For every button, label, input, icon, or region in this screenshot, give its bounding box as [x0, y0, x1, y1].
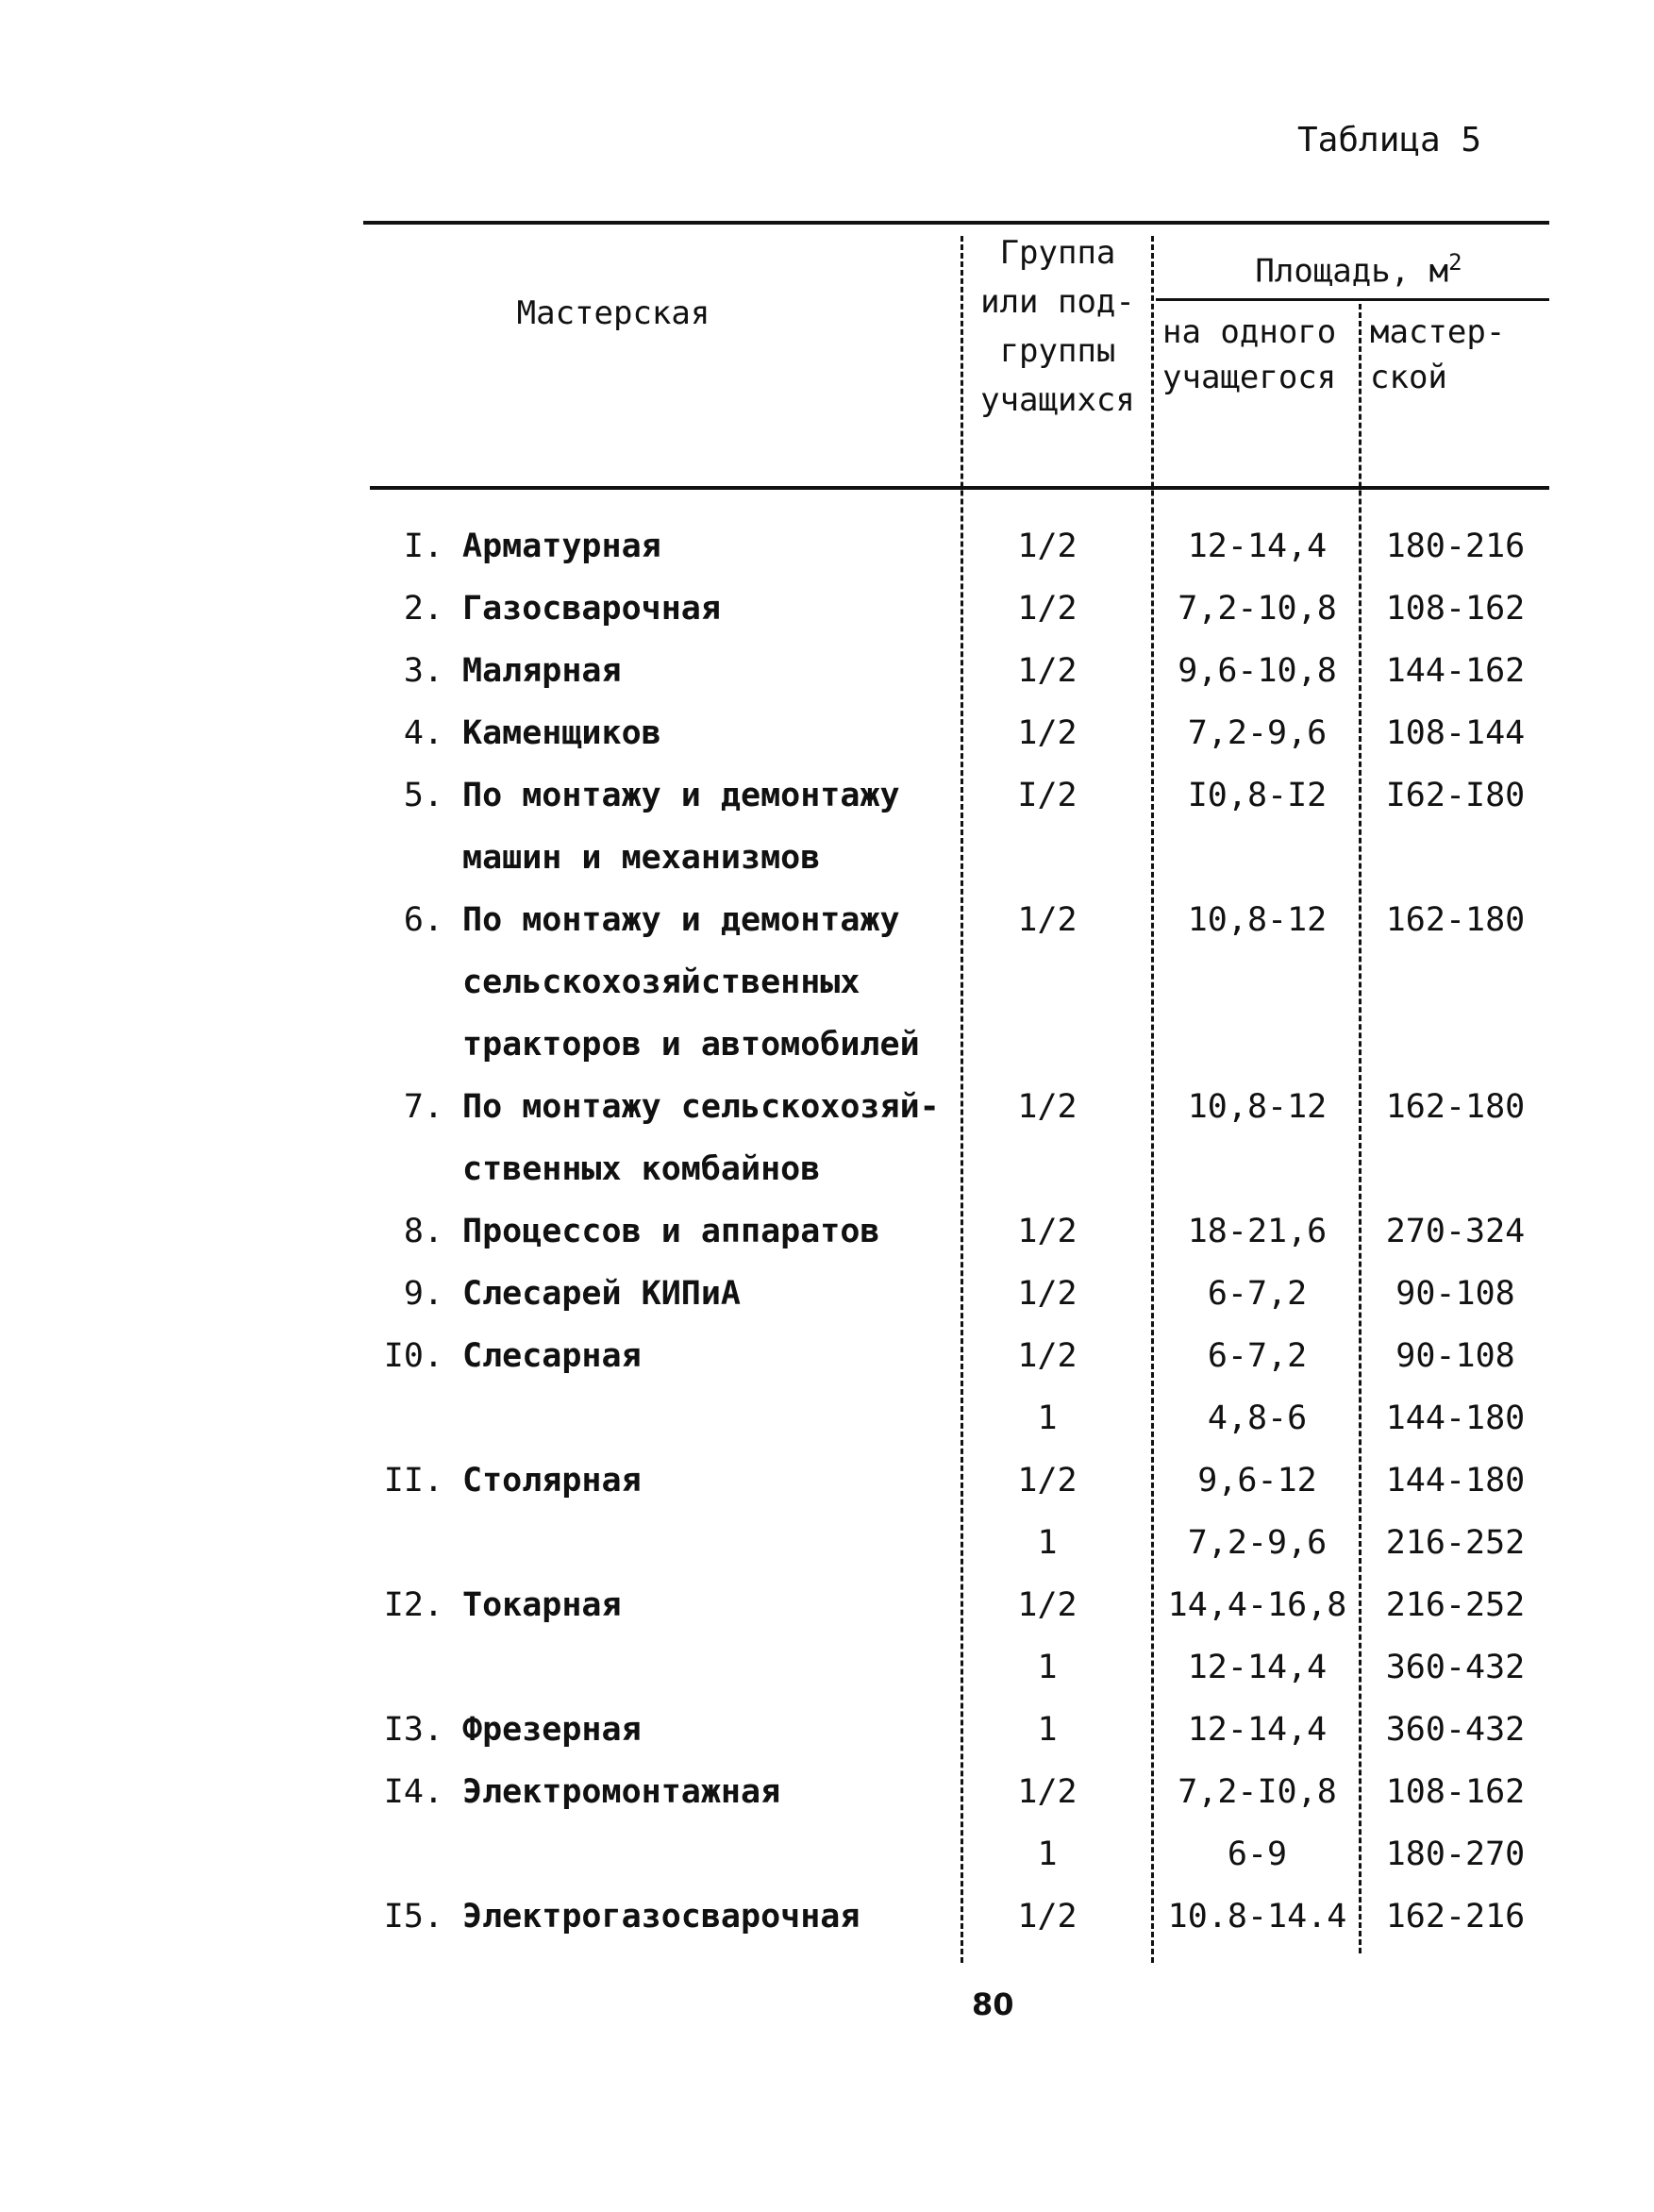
row-number: 6.: [403, 901, 443, 939]
table-row: [0, 1138, 1654, 1200]
group-value: 1: [1037, 1711, 1058, 1749]
group-value: 1/2: [1017, 528, 1078, 565]
header-group-line-2: или под-: [980, 283, 1135, 321]
area-workshop-value: 360-432: [1385, 1649, 1526, 1686]
area-workshop-value: 144-162: [1385, 652, 1526, 690]
header-workshop-area-line-1: мастер-: [1370, 313, 1506, 351]
area-workshop-value: 162-180: [1385, 1088, 1526, 1126]
area-per-student-value: 10.8-14.4: [1167, 1898, 1347, 1936]
area-workshop-value: 108-162: [1385, 1773, 1526, 1811]
workshop-name: Токарная: [462, 1586, 622, 1624]
group-value: 1/2: [1017, 1462, 1078, 1500]
group-value: 1: [1037, 1399, 1058, 1437]
header-workshop-area-line-2: ской: [1370, 359, 1447, 396]
workshop-name: Электрогазосварочная: [462, 1898, 860, 1936]
header-workshop: Мастерская: [516, 294, 710, 332]
table-row: [0, 1512, 1654, 1574]
group-value: 1/2: [1017, 714, 1078, 752]
row-number: 7.: [403, 1088, 443, 1126]
row-number: 5.: [403, 777, 443, 814]
group-value: 1/2: [1017, 590, 1078, 628]
row-number: 4.: [403, 714, 443, 752]
group-value: 1/2: [1017, 1773, 1078, 1811]
workshop-name: Слесарей КИПиА: [462, 1275, 742, 1313]
area-per-student-value: 6-9: [1227, 1835, 1288, 1873]
header-group-line-1: Группа: [999, 234, 1116, 272]
header-area-unit-superscript: 2: [1448, 249, 1462, 276]
table-row: [0, 1823, 1654, 1885]
area-workshop-value: I62-I80: [1385, 777, 1526, 814]
area-per-student-value: 14,4-16,8: [1167, 1586, 1347, 1624]
area-workshop-value: 162-216: [1385, 1898, 1526, 1936]
row-number: I0.: [383, 1337, 443, 1375]
table-row: [0, 640, 1654, 702]
row-number: 9.: [403, 1275, 443, 1313]
workshop-name: ственных комбайнов: [462, 1150, 821, 1188]
table-row: [0, 1076, 1654, 1138]
group-value: 1/2: [1017, 901, 1078, 939]
group-value: 1/2: [1017, 1275, 1078, 1313]
workshop-name: По монтажу и демонтажу: [462, 901, 900, 939]
row-number: I3.: [383, 1711, 443, 1749]
area-workshop-value: 108-162: [1385, 590, 1526, 628]
area-workshop-value: 270-324: [1385, 1213, 1526, 1250]
table-title: Таблица 5: [1297, 121, 1482, 159]
group-value: 1: [1037, 1835, 1058, 1873]
area-workshop-value: 180-216: [1385, 528, 1526, 565]
table-row: [0, 827, 1654, 889]
area-workshop-value: 162-180: [1385, 901, 1526, 939]
row-number: I4.: [383, 1773, 443, 1811]
workshop-name: Столярная: [462, 1462, 642, 1500]
table-row: [0, 1636, 1654, 1699]
workshop-name: Процессов и аппаратов: [462, 1213, 880, 1250]
group-value: 1/2: [1017, 1337, 1078, 1375]
table-row: [0, 702, 1654, 764]
table-row: [0, 1263, 1654, 1325]
area-workshop-value: 90-108: [1395, 1275, 1515, 1313]
area-workshop-value: 360-432: [1385, 1711, 1526, 1749]
table-row: [0, 1387, 1654, 1450]
area-per-student-value: I0,8-I2: [1187, 777, 1328, 814]
header-bottom-rule: [370, 486, 1549, 490]
header-per-student-line-1: на одного: [1162, 313, 1337, 351]
area-workshop-value: 144-180: [1385, 1399, 1526, 1437]
row-number: I2.: [383, 1586, 443, 1624]
workshop-name: Газосварочная: [462, 590, 721, 628]
workshop-name: тракторов и автомобилей: [462, 1026, 920, 1064]
group-value: 1/2: [1017, 652, 1078, 690]
area-per-student-value: 7,2-10,8: [1178, 590, 1337, 628]
row-number: 2.: [403, 590, 443, 628]
table-row: [0, 515, 1654, 578]
table-row: [0, 578, 1654, 640]
workshop-name: Малярная: [462, 652, 622, 690]
area-workshop-value: 108-144: [1385, 714, 1526, 752]
group-value: 1/2: [1017, 1213, 1078, 1250]
row-number: 8.: [403, 1213, 443, 1250]
area-per-student-value: 9,6-12: [1197, 1462, 1317, 1500]
area-per-student-value: 7,2-9,6: [1187, 714, 1328, 752]
table-row: [0, 951, 1654, 1014]
group-value: 1/2: [1017, 1088, 1078, 1126]
table-row: [0, 1450, 1654, 1512]
group-value: 1/2: [1017, 1898, 1078, 1936]
area-per-student-value: 7,2-I0,8: [1178, 1773, 1337, 1811]
area-per-student-value: 10,8-12: [1187, 1088, 1328, 1126]
area-per-student-value: 18-21,6: [1187, 1213, 1328, 1250]
area-per-student-value: 12-14,4: [1187, 1711, 1328, 1749]
table-row: [0, 1200, 1654, 1263]
area-per-student-value: 6-7,2: [1207, 1275, 1308, 1313]
area-per-student-value: 9,6-10,8: [1178, 652, 1337, 690]
workshop-name: Арматурная: [462, 528, 661, 565]
table-row: [0, 1325, 1654, 1387]
row-number: I.: [403, 528, 443, 565]
workshop-name: По монтажу и демонтажу: [462, 777, 900, 814]
area-subheader-rule: [1156, 298, 1549, 301]
area-per-student-value: 6-7,2: [1207, 1337, 1308, 1375]
table-row: [0, 1699, 1654, 1761]
group-value: 1/2: [1017, 1586, 1078, 1624]
area-workshop-value: 90-108: [1395, 1337, 1515, 1375]
group-value: 1: [1037, 1649, 1058, 1686]
workshop-name: Электромонтажная: [462, 1773, 781, 1811]
table-row: [0, 764, 1654, 827]
area-per-student-value: 4,8-6: [1207, 1399, 1308, 1437]
header-group-line-4: учащихся: [980, 381, 1135, 419]
area-workshop-value: 180-270: [1385, 1835, 1526, 1873]
row-number: II.: [383, 1462, 443, 1500]
row-number: I5.: [383, 1898, 443, 1936]
header-group-line-3: группы: [999, 332, 1116, 370]
page-number: 80: [972, 1986, 1014, 2022]
group-value: 1: [1037, 1524, 1058, 1562]
top-rule: [363, 221, 1549, 225]
area-workshop-value: 144-180: [1385, 1462, 1526, 1500]
table-row: [0, 1014, 1654, 1076]
header-per-student-line-2: учащегося: [1162, 359, 1337, 396]
workshop-name: По монтажу сельскохозяй-: [462, 1088, 940, 1126]
workshop-name: Фрезерная: [462, 1711, 642, 1749]
table-row: [0, 1574, 1654, 1636]
workshop-name: сельскохозяйственных: [462, 964, 860, 1001]
table-row: [0, 1761, 1654, 1823]
area-workshop-value: 216-252: [1385, 1586, 1526, 1624]
area-per-student-value: 12-14,4: [1187, 1649, 1328, 1686]
area-workshop-value: 216-252: [1385, 1524, 1526, 1562]
workshop-name: Каменщиков: [462, 714, 661, 752]
row-number: 3.: [403, 652, 443, 690]
table-row: [0, 889, 1654, 951]
area-per-student-value: 7,2-9,6: [1187, 1524, 1328, 1562]
group-value: I/2: [1017, 777, 1078, 814]
area-per-student-value: 12-14,4: [1187, 528, 1328, 565]
table-row: [0, 1885, 1654, 1948]
workshop-name: Слесарная: [462, 1337, 642, 1375]
header-area: [1170, 238, 1547, 295]
workshop-name: машин и механизмов: [462, 839, 821, 877]
header-area-label: Площадь, м: [1255, 252, 1449, 291]
area-per-student-value: 10,8-12: [1187, 901, 1328, 939]
